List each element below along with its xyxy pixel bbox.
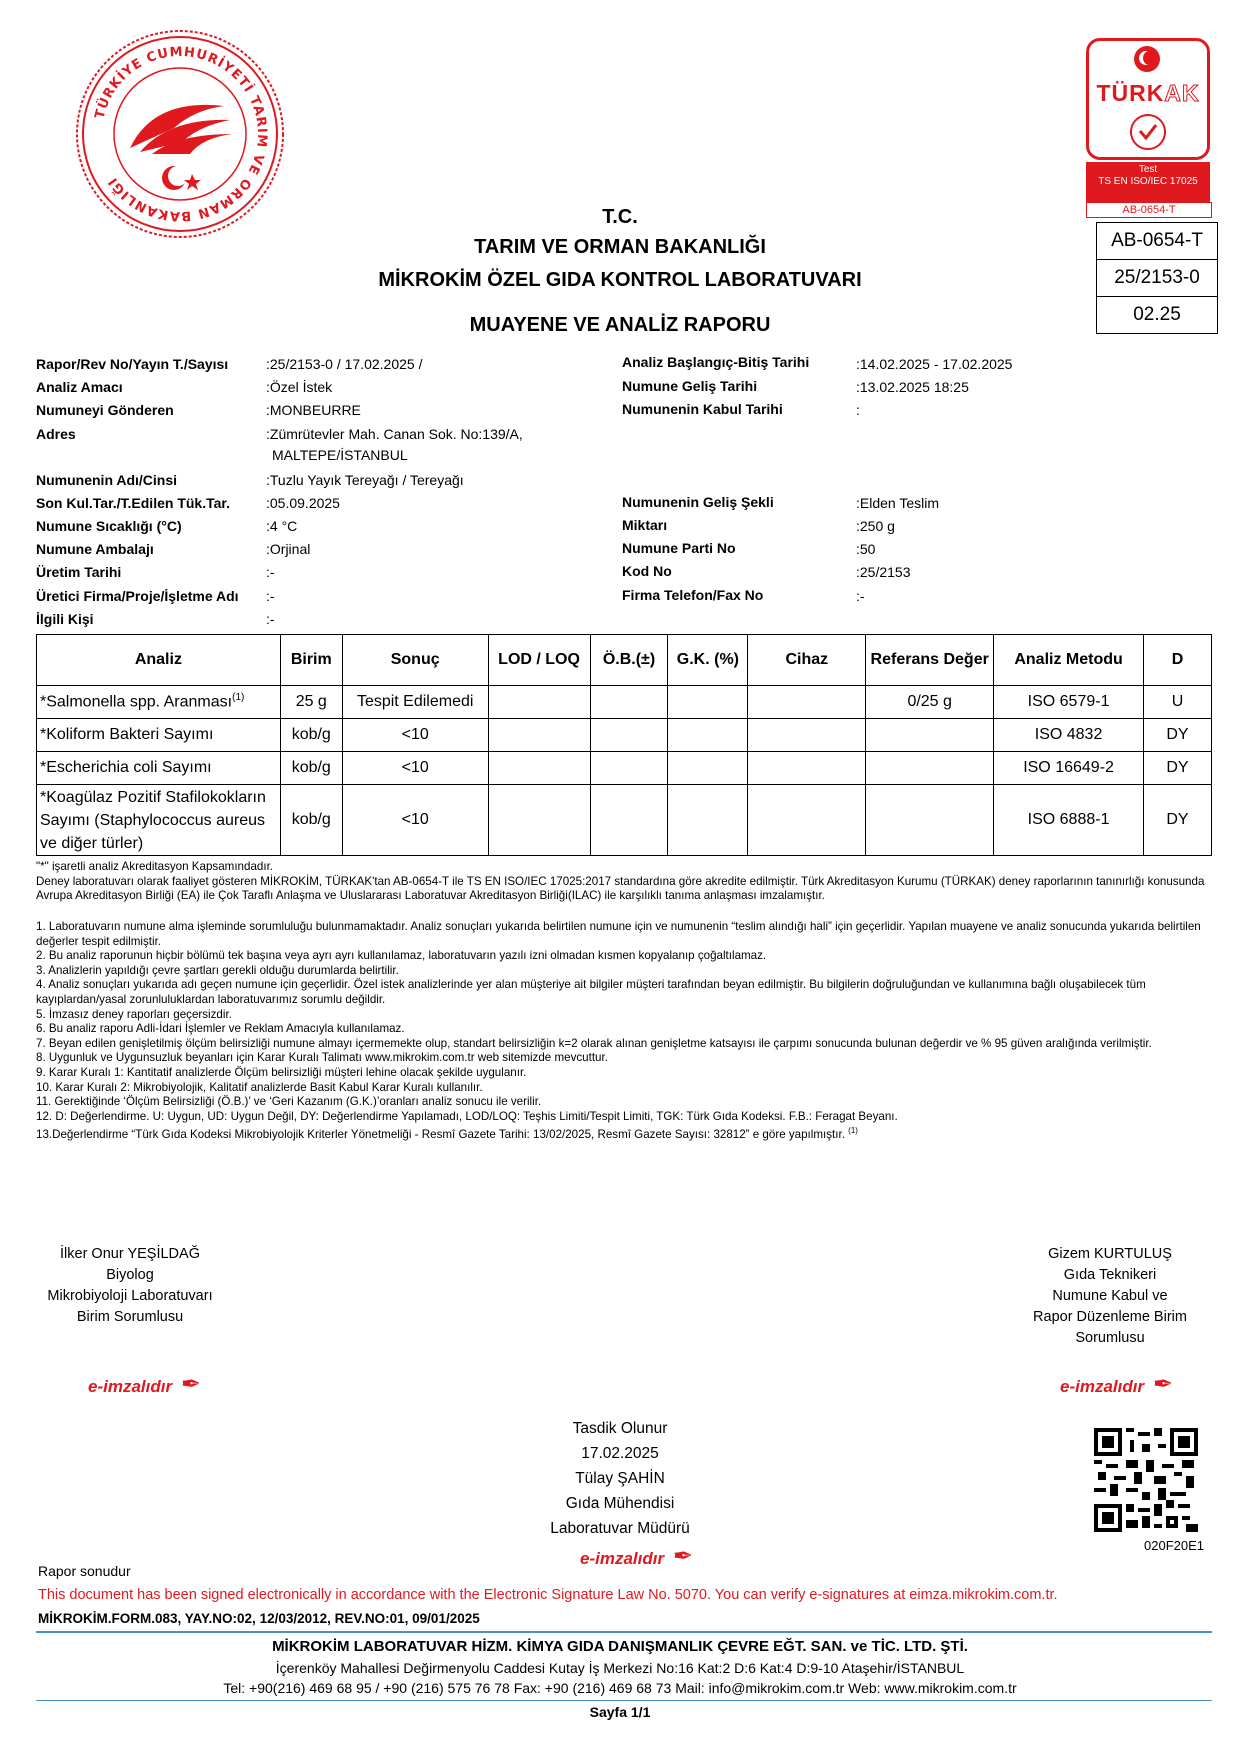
info-label-address: Adres [36,426,76,442]
signature-right [1010,1244,1210,1349]
approval-label: Tasdik Olunur [572,1420,668,1437]
esign-center-label: e-imzalıdır [580,1549,665,1568]
form-code: MİKROKİM.FORM.083, YAY.NO:02, 12/03/2012, REV.NO:01, 09/01/2025 [38,1611,480,1626]
info-label-expiry: Son Kul.Tar./T.Edilen Tük.Tar. [36,495,230,511]
qr-code-graphic [1094,1428,1198,1532]
report-number-code: 25/2153-0 [1097,260,1217,297]
signer-left-role: Birim Sorumlusu [76,1309,184,1325]
cell-analysis: *Koliform Bakteri Sayımı [37,719,281,752]
note-item: 7. Beyan edilen genişletilmiş ölçüm belirsizliği numune almayı içermemekte olup, standart belirsizliğin k=2 olarak alınan genişletme katsayısı ile çarpımı sonucunda bulunan değerdir ve % 95 güven aralığında verilmiştir. [36,1036,1152,1050]
seal-ring-text: TÜRKİYE CUMHURİYETİ TARIM VE ORMAN BAKANLIĞI [92,44,270,224]
header-ministry: TARIM VE ORMAN BAKANLIĞI [474,236,766,258]
cell-analysis-sup: (1) [232,692,245,704]
cell-reference [866,752,994,785]
cell-method: ISO 16649-2 [994,752,1144,785]
signer-right-dept-2: Rapor Düzenleme Birim [1033,1309,1187,1325]
info-label-code-no: Kod No [622,563,672,579]
cell-method: ISO 6579-1 [994,686,1144,719]
info-value-batch-no: 50 [859,541,876,557]
cell-unit: 25 g [280,686,342,719]
cell-unit: kob/g [280,719,342,752]
approval-date: 17.02.2025 [581,1445,659,1462]
table-row [37,785,1212,856]
col-header-analysis: Analiz [37,635,281,686]
col-header-uncertainty: Ö.B.(±) [590,635,668,686]
info-label-contact-person: İlgili Kişi [36,611,94,627]
cell-evaluation: DY [1143,752,1211,785]
footer-divider [36,1631,1212,1633]
info-value-expiry: 05.09.2025 [269,495,340,511]
pen-icon: ✒ [672,1543,693,1570]
cell-recovery [668,719,748,752]
cell-uncertainty [590,719,668,752]
version-code: 02.25 [1133,304,1181,325]
note-item: 10. Karar Kuralı 2: Mikrobiyolojik, Kalitatif analizlerde Basit Kabul Karar Kuralı kullanılır. [36,1080,483,1094]
signer-left-dept: Mikrobiyoloji Laboratuvarı [47,1288,213,1304]
signer-center-name: Tülay ŞAHİN [575,1470,665,1487]
info-label-batch-no: Numune Parti No [622,540,736,556]
report-end: Rapor sonudur [38,1563,131,1579]
col-header-result: Sonuç [342,635,488,686]
note-item: 6. Bu analiz raporu Adli-İdari İşlemler ve Reklam Amacıyla kullanılamaz. [36,1022,405,1036]
info-value-address: Zümrütevler Mah. Canan Sok. No:139/A, [269,426,523,442]
cell-method: ISO 4832 [994,719,1144,752]
pen-icon: ✒ [180,1371,201,1398]
qr-code-icon [1094,1428,1198,1532]
note-item: 8. Uygunluk ve Uygunsuzluk beyanları için Karar Kuralı Talimatı www.mikrokim.com.tr web sitemizde mevcuttur. [36,1051,608,1065]
cell-uncertainty [590,785,668,856]
turkak-code: AB-0654-T [1086,202,1212,218]
cell-reference [866,719,994,752]
info-label-acceptance-date: Numunenin Kabul Tarihi [622,401,783,417]
note-item: 1. Laboratuvarın numune alma işleminde sorumluluğu bulunmamaktadır. Analiz sonuçları yukarıda belirtilen numune için ve numunenin “teslim alındığı hali” için geçerlidir. Yapılan muayene ve analiz sonucunda yukarıda belirtilen değerler tespit edilmiştir. [36,920,1201,948]
info-label-sender: Numuneyi Gönderen [36,402,174,418]
cell-unit: kob/g [280,785,342,856]
cell-device [748,785,866,856]
footer-contact: Tel: +90(216) 469 68 95 / +90 (216) 575 76 78 Fax: +90 (216) 469 68 73 Mail: info@mikrokim.com.tr Web: www.mikrokim.com.tr [223,1680,1017,1696]
info-value-producer: - [269,588,275,604]
info-label-production-date: Üretim Tarihi [36,564,122,580]
col-header-reference: Referans Değer [866,635,994,686]
signer-right-dept: Numune Kabul ve [1052,1288,1168,1304]
cell-recovery [668,785,748,856]
col-header-evaluation: D [1143,635,1211,686]
note-item-sup: (1) [848,1126,858,1136]
note-item: 5. İmzasız deney raporları geçersizdir. [36,1007,232,1021]
accreditation-notes [36,860,1216,904]
header-tc: T.C. [602,206,638,228]
cell-unit: kob/g [280,752,342,785]
info-value-analysis-dates: 14.02.2025 - 17.02.2025 [859,356,1013,372]
signature-left [30,1244,230,1328]
turkak-brand-b: AK [1164,80,1200,106]
cell-recovery [668,686,748,719]
info-label-analysis-dates: Analiz Başlangıç-Bitiş Tarihi [622,354,810,370]
signature-center [520,1416,720,1541]
cell-device [748,719,866,752]
signer-center-title: Gıda Mühendisi [565,1495,675,1512]
cell-result: <10 [342,785,488,856]
footer-company: MİKROKİM LABORATUVAR HİZM. KİMYA GIDA DANIŞMANLIK ÇEVRE EĞT. SAN. ve TİC. LTD. ŞTİ. [272,1638,968,1655]
turkak-check-icon [1130,114,1166,150]
cell-evaluation: DY [1143,719,1211,752]
note-item: 9. Karar Kuralı 1: Kantitatif analizlerde Ölçüm belirsizliği müşteri lehine olacak şekilde uygulanır. [36,1065,527,1079]
info-value-sample-name: Tuzlu Yayık Tereyağı / Tereyağı [269,472,464,488]
report-title: MUAYENE VE ANALİZ RAPORU [469,314,771,336]
cell-lod-loq [488,752,590,785]
info-label-temperature: Numune Sıcaklığı (°C) [36,518,182,534]
info-value-phone-fax: - [859,588,865,604]
info-label-report-no: Rapor/Rev No/Yayın T./Sayısı [36,356,229,372]
esign-left [88,1370,201,1399]
note-item: 12. D: Değerlendirme. U: Uygun, UD: Uygun Değil, DY: Değerlendirme Yapılamadı, LOD/LOQ: Teşhis Limiti/Tespit Limiti, TGK: Türk Gıda Kodeksi. F.B.: Feragat Beyanı. [36,1109,898,1123]
info-label-arrival-method: Numunenin Geliş Şekli [622,494,774,510]
turkak-standard-label: TS EN ISO/IEC 17025 [1098,176,1198,187]
col-header-method: Analiz Metodu [994,635,1144,686]
accreditation-code: AB-0654-T [1097,223,1217,260]
cell-uncertainty [590,752,668,785]
header-lab: MİKROKİM ÖZEL GIDA KONTROL LABORATUVARI [378,269,862,291]
turkak-flag-icon [1134,46,1160,72]
results-table [36,634,1212,856]
info-value-arrival-method: Elden Teslim [859,495,940,511]
info-value-quantity: 250 g [859,518,895,534]
numbered-notes [36,920,1216,1143]
cell-analysis: *Salmonella spp. Aranması [40,693,233,711]
footer-divider-2 [36,1700,1212,1701]
turkak-logo [1086,38,1208,214]
signer-left-name: İlker Onur YEŞİLDAĞ [60,1246,200,1262]
note-item: 11. Gerektiğinde ‘Ölçüm Belirsizliği (Ö.B.)’ ve ‘Geri Kazanım (G.K.)’oranları analiz sonucu ile verilir. [36,1095,542,1109]
cell-lod-loq [488,719,590,752]
cell-analysis: *Koagülaz Pozitif Stafilokokların Sayımı (Staphylococcus aureus ve diğer türler) [37,785,281,856]
accreditation-note: Deney laboratuvarı olarak faaliyet gösteren MİKROKİM, TÜRKAK'tan AB-0654-T ile TS EN ISO/IEC 17025:2017 standardına göre akredite edilmiştir. Türk Akreditasyon Kurumu (TÜRKAK) deney raporlarının tanınırlığı konusunda Avrupa Akreditasyon Birliği (EA) ile Çok Taraflı Anlaşma ve Uluslararası Laboratuvar Akreditasyon Birliği(ILAC) ile karşılıklı tanıma anlaşması imzalamıştır. [36,874,1205,903]
note-item: 3. Analizlerin yapıldığı çevre şartları gerekli olduğu durumlarda belirtilir. [36,963,399,977]
cell-recovery [668,752,748,785]
pen-icon: ✒ [1152,1371,1173,1398]
accreditation-note: "*" işaretli analiz Akreditasyon Kapsamındadır. [36,860,274,873]
signer-right-name: Gizem KURTULUŞ [1048,1246,1172,1262]
table-row [37,719,1212,752]
note-item: 4. Analiz sonuçları yukarıda adı geçen numune için geçerlidir. Özel istek analizlerinde yer alan müşteriye ait bilgiler müşteri tarafından beyan edilmiştir. Bu bilgilerin doğruluğundan ve kullanımına bağlı oluşabilecek tüm kayıplardan/yasal zorunluluklardan laboratuvarımız sorumlu değildir. [36,978,1146,1006]
cell-lod-loq [488,785,590,856]
info-value-sender: MONBEURRE [269,402,361,418]
info-label-arrival-date: Numune Geliş Tarihi [622,378,758,394]
col-header-unit: Birim [280,635,342,686]
cell-uncertainty [590,686,668,719]
note-item: 13.Değerlendirme “Türk Gıda Kodeksi Mikrobiyolojik Kriterler Yönetmeliği - Resmî Gazete Tarihi: 13/02/2025, Resmî Gazete Sayısı: 32812” e göre yapılmıştır. [36,1128,845,1142]
note-item: 2. Bu analiz raporunun hiçbir bölümü tek başına veya ayrı ayrı kullanılamaz, laboratuvarın yazılı izni olmadan kısmen kopyalanıp çoğaltılamaz. [36,949,767,963]
cell-analysis: *Escherichia coli Sayımı [37,752,281,785]
cell-device [748,686,866,719]
info-label-purpose: Analiz Amacı [36,379,123,395]
cell-reference: 0/25 g [866,686,994,719]
col-header-lod-loq: LOD / LOQ [488,635,590,686]
info-value-arrival-date: 13.02.2025 18:25 [859,379,969,395]
table-row [37,752,1212,785]
info-value-report-no: 25/2153-0 / 17.02.2025 / [269,356,423,372]
turkak-test-label: Test [1138,164,1158,175]
signer-left-title: Biyolog [106,1267,154,1283]
cell-evaluation: DY [1143,785,1211,856]
esign-right-label: e-imzalıdır [1060,1377,1145,1396]
cell-result: Tespit Edilemedi [342,686,488,719]
info-value-production-date: - [269,564,275,580]
info-value-purpose: Özel İstek [269,379,333,395]
cell-lod-loq [488,686,590,719]
footer-address: İçerenköy Mahallesi Değirmenyolu Caddesi Kutay İş Merkezi No:16 Kat:2 D:6 Kat:4 D:9-10 Ataşehir/İSTANBUL [275,1660,965,1676]
info-value-temperature: 4 °C [269,518,298,534]
cell-result: <10 [342,719,488,752]
esign-left-label: e-imzalıdır [88,1377,173,1396]
cell-result: <10 [342,752,488,785]
signer-center-role: Laboratuvar Müdürü [550,1520,690,1537]
info-value-code-no: 25/2153 [859,564,911,580]
esign-center [580,1542,693,1571]
info-value-packaging: Orjinal [269,541,311,557]
signer-right-role: Sorumlusu [1075,1330,1145,1346]
col-header-device: Cihaz [748,635,866,686]
info-label-quantity: Miktarı [622,517,668,533]
info-label-producer: Üretici Firma/Proje/İşletme Adı [36,588,239,604]
cell-reference [866,785,994,856]
cell-evaluation: U [1143,686,1211,719]
table-header-row [37,635,1212,686]
esign-notice: This document has been signed electronically in accordance with the Electronic Signature Law No. 5070. You can verify e-signatures at eimza.mikrokim.com.tr. [38,1587,1058,1603]
esign-right [1060,1370,1173,1399]
info-label-sample-name: Numunenin Adı/Cinsi [36,472,178,488]
info-value-address-2: MALTEPE/İSTANBUL [272,447,408,463]
cell-method: ISO 6888-1 [994,785,1144,856]
info-label-packaging: Numune Ambalajı [36,541,154,557]
info-value-contact-person: - [269,611,275,627]
footer-page: Sayfa 1/1 [589,1704,651,1720]
cell-device [748,752,866,785]
info-label-phone-fax: Firma Telefon/Fax No [622,587,764,603]
col-header-recovery: G.K. (%) [668,635,748,686]
turkak-brand-a: TÜRK [1096,80,1165,106]
signer-right-title: Gıda Teknikeri [1063,1267,1157,1283]
qr-code-text: 020F20E1 [1144,1538,1204,1553]
table-row [37,686,1212,719]
